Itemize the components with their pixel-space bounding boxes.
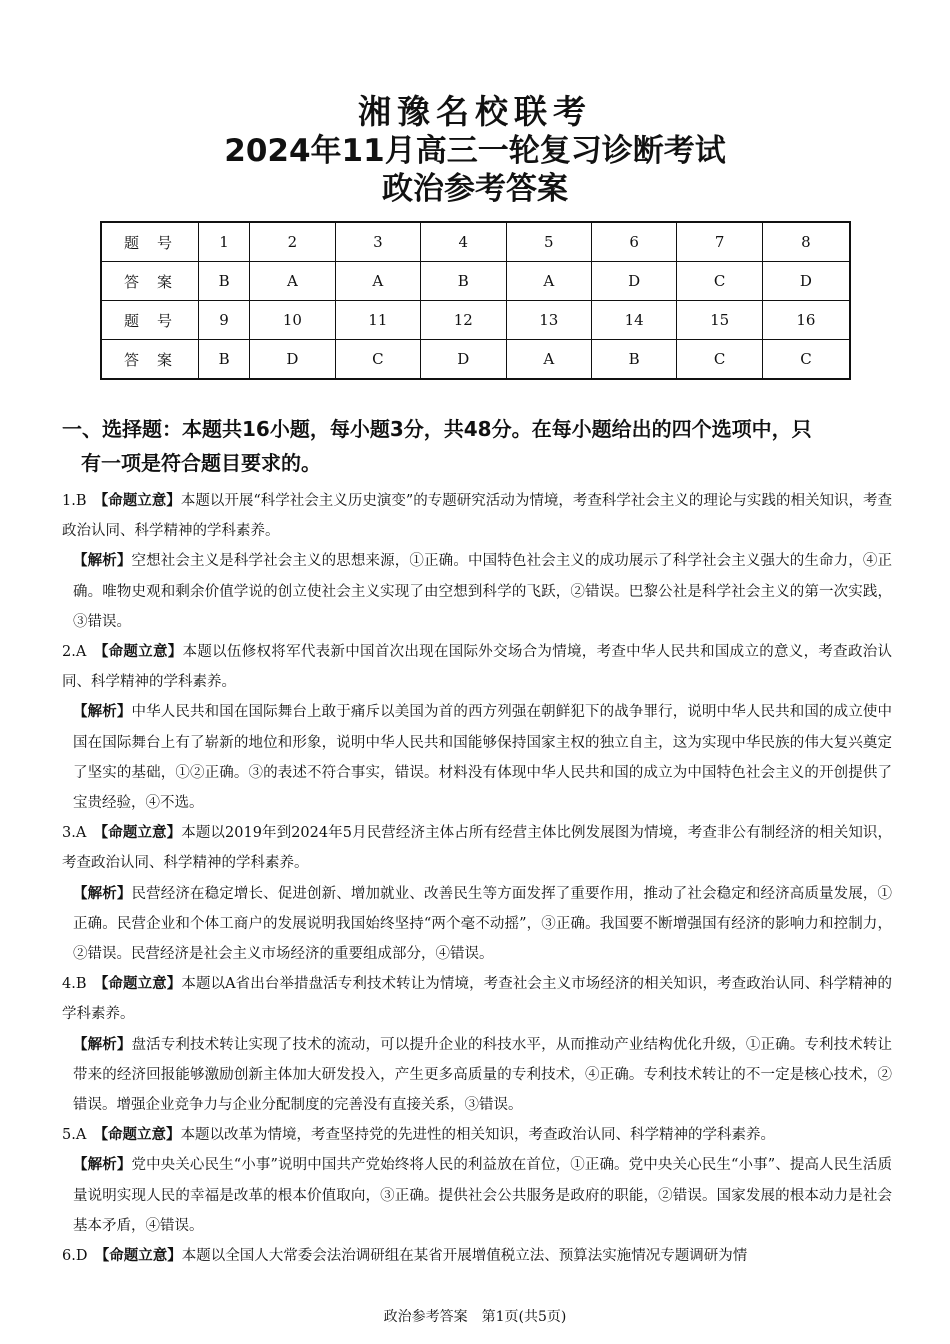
answer-cell: A [250, 262, 335, 301]
answer-cell: B [199, 340, 250, 380]
item-intent [62, 818, 892, 878]
analysis-tag: 【解析】 [73, 553, 132, 570]
item-analysis [62, 697, 892, 818]
analysis-tag: 【解析】 [73, 1036, 132, 1053]
answer-row-2 [101, 340, 850, 380]
answer-cell: B [591, 340, 676, 380]
answer-cell: A [506, 340, 591, 380]
intent-tag: 【命题立意】 [93, 493, 181, 509]
answer-label: 答案 [101, 262, 199, 301]
item-number: 5.A [62, 1127, 87, 1144]
answer-label: 答案 [101, 340, 199, 380]
section-heading-line: 有一项是符合题目要求的。 [81, 451, 321, 475]
analysis-text: 中华人民共和国在国际舞台上敢于痛斥以美国为首的西方列强在朝鲜犯下的战争罪行，说明中华人民共和国的成立使中国在国际舞台上有了崭新的地位和形象，说明中华人民共和国能够保持国家主权的独立自主，这为实现中华民族的伟大复兴奠定了坚实的基础，①②正确。③的表述不符合事实，错误。材料没有体现中华人民共和国的成立为中国特色社会主义的开创提供了宝贵经验，④不选。 [73, 704, 893, 812]
analysis-text: 空想社会主义是科学社会主义的思想来源，①正确。中国特色社会主义的成功展示了科学社会主义强大的生命力，④正确。唯物史观和剩余价值学说的创立使社会主义实现了由空想到科学的飞跃，②错误。巴黎公社是科学社会主义的第一次实践，③错误。 [73, 553, 893, 630]
item-number: 6.D [62, 1248, 88, 1265]
answer-cell: C [335, 340, 420, 380]
item-intent [62, 1120, 892, 1150]
answer-cell: C [762, 340, 850, 380]
answer-cell: D [421, 340, 506, 380]
intent-tag: 【命题立意】 [93, 644, 183, 661]
question-label: 题号 [101, 222, 199, 262]
analysis-text: 党中央关心民生“小事”说明中国共产党始终将人民的利益放在首位，①正确。党中央关心民生“小事”、提高人民生活质量说明实现人民的幸福是改革的根本价值取向，③正确。提供社会公共服务是政府的职能，②错误。国家发展的根本动力是社会基本矛盾，④错误。 [73, 1157, 892, 1234]
answer-cell: A [506, 262, 591, 301]
answer-cell: C [677, 262, 762, 301]
item-intent [62, 637, 892, 697]
question-number: 2 [250, 222, 335, 262]
question-number: 10 [250, 301, 335, 340]
question-number: 8 [762, 222, 850, 262]
intent-text: 本题以改革为情境，考查坚持党的先进性的相关知识，考查政治认同、科学精神的学科素养。 [180, 1127, 776, 1144]
question-number: 12 [421, 301, 506, 340]
section-heading-line: 一、选择题：本题共16小题，每小题3分，共48分。在每小题给出的四个选项中，只 [62, 417, 812, 441]
answer-key-title: 政治参考答案 [382, 171, 568, 207]
item-number: 1.B [62, 493, 87, 509]
item-intent [62, 969, 892, 1029]
answer-cell: B [421, 262, 506, 301]
question-number: 16 [762, 301, 850, 340]
question-number: 5 [506, 222, 591, 262]
question-number: 11 [335, 301, 420, 340]
analysis-text: 盘活专利技术转让实现了技术的流动，可以提升企业的科技水平，从而推动产业结构优化升级，①正确。专利技术转让带来的经济回报能够激励创新主体加大研发投入，产生更多高质量的专利技术，④正确。专利技术转让的不一定是核心技术，②错误。增强企业竞争力与企业分配制度的完善没有直接关系，③错误。 [73, 1036, 893, 1114]
question-number: 14 [591, 301, 676, 340]
question-label: 题号 [101, 301, 199, 340]
intent-tag: 【命题立意】 [93, 1127, 181, 1144]
question-number: 7 [677, 222, 762, 262]
item-intent [62, 486, 892, 546]
analysis-text: 民营经济在稳定增长、促进创新、增加就业、改善民生等方面发挥了重要作用，推动了社会稳定和经济高质量发展，①正确。民营企业和个体工商户的发展说明我国始终坚持“两个毫不动摇”，③正确。我国要不断增强国有经济的影响力和控制力，②错误。民营经济是社会主义市场经济的重要组成部分，④错误。 [73, 885, 893, 963]
item-number: 3.A [62, 825, 87, 842]
question-number: 9 [199, 301, 250, 340]
item-intent [62, 1241, 892, 1271]
question-number: 15 [677, 301, 762, 340]
analysis-tag: 【解析】 [73, 885, 132, 902]
explanations [62, 486, 892, 1271]
intent-text: 本题以全国人大常委会法治调研组在某省开展增值税立法、预算法实施情况专题调研为情 [181, 1248, 748, 1265]
item-analysis [62, 1150, 892, 1241]
exam-name-title: 2024年11月高三一轮复习诊断考试 [224, 133, 726, 169]
question-number: 13 [506, 301, 591, 340]
intent-tag: 【命题立意】 [93, 976, 182, 993]
answer-cell: C [677, 340, 762, 380]
answer-table [100, 221, 851, 380]
question-number: 4 [421, 222, 506, 262]
page-footer: 政治参考答案 第1页(共5页) [383, 1309, 567, 1325]
question-number: 1 [199, 222, 250, 262]
analysis-tag: 【解析】 [73, 1157, 132, 1174]
question-row-2 [101, 301, 850, 340]
intent-text: 本题以2019年到2024年5月民营经济主体占所有经营主体比例发展图为情境，考查非公有制经济的相关知识，考查政治认同、科学精神的学科素养。 [62, 825, 893, 872]
exam-union-title: 湘豫名校联考 [358, 92, 592, 131]
intent-tag: 【命题立意】 [94, 1248, 182, 1265]
answer-cell: D [591, 262, 676, 301]
answer-cell: D [762, 262, 850, 301]
intent-tag: 【命题立意】 [93, 825, 182, 842]
answer-cell: B [199, 262, 250, 301]
answer-cell: A [335, 262, 420, 301]
item-number: 4.B [62, 976, 87, 993]
intent-text: 本题以伍修权将军代表新中国首次出现在国际外交场合为情境，考查中华人民共和国成立的意义，考查政治认同、科学精神的学科素养。 [62, 644, 893, 691]
section-heading [62, 412, 902, 480]
question-number: 3 [335, 222, 420, 262]
answer-cell: D [250, 340, 335, 380]
analysis-tag: 【解析】 [73, 704, 132, 721]
item-analysis [62, 1030, 892, 1121]
title-block [0, 92, 950, 208]
question-row-1 [101, 222, 850, 262]
item-number: 2.A [62, 644, 87, 661]
item-analysis [62, 879, 892, 970]
answer-row-1 [101, 262, 850, 301]
item-analysis [62, 546, 892, 637]
intent-text: 本题以开展“科学社会主义历史演变”的专题研究活动为情境，考查科学社会主义的理论与实践的相关知识，考查政治认同、科学精神的学科素养。 [62, 493, 893, 540]
intent-text: 本题以A省出台举措盘活专利技术转让为情境，考查社会主义市场经济的相关知识，考查政治认同、科学精神的学科素养。 [62, 976, 892, 1023]
question-number: 6 [591, 222, 676, 262]
